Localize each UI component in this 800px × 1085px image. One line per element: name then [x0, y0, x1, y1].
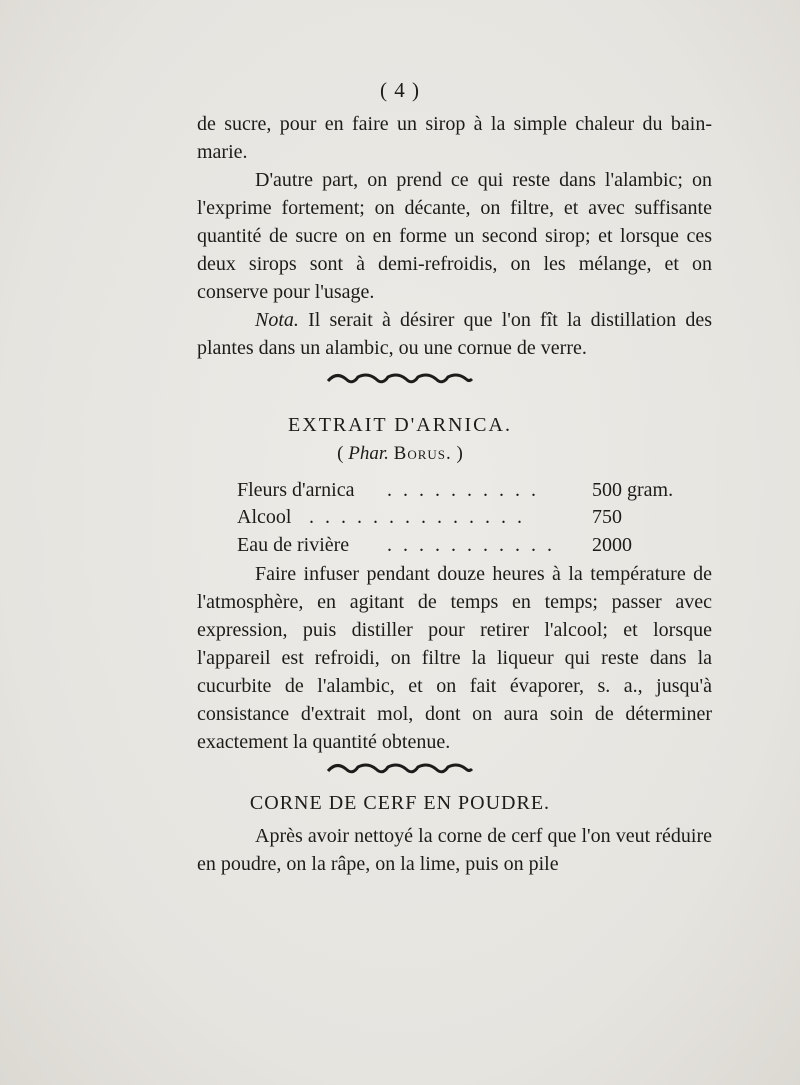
section-title-arnica: EXTRAIT D'ARNICA.	[288, 414, 512, 436]
ingredient-quantity: 2000	[592, 534, 632, 556]
paragraph-arnica-method: Faire infuser pendant douze heures à la température de l'atmosphère, en agitant de temps en temps; passer avec expression, puis distiller pour retirer l'alcool; et lorsque l'appareil est refroidi, on filtre la liqueur qui reste dans la cucurbite de l'alambic, et on fait évaporer, s. a., jusqu'à consistance d'extrait mol, dont on aura soin de déterminer exactement la quantité obtenue.	[197, 563, 712, 753]
leader-dots: . . . . . . . . . . . . . .	[309, 506, 525, 528]
source-label: Phar.	[348, 443, 389, 464]
ingredient-row	[237, 476, 697, 504]
paragraph-second-syrup: D'autre part, on prend ce qui reste dans l'alambic; on l'exprime fortement; on décante, on filtre, et avec suffisante quantité de sucre on en forme un second sirop; et lorsque ces deux sirops sont à demi-refroidis, on les mélange, et on conserve pour l'usage.	[197, 169, 712, 303]
paragraph-nota	[197, 306, 712, 362]
source-close: )	[451, 443, 463, 464]
nota-label: Nota.	[255, 309, 299, 331]
fleuron-icon	[326, 762, 474, 776]
paragraph-continuation: de sucre, pour en faire un sirop à la simple chaleur du bain-marie.	[197, 113, 712, 163]
ingredient-name: Eau de rivière	[237, 534, 350, 556]
ingredient-name: Alcool	[237, 506, 292, 528]
ingredient-quantity: 500 gram.	[592, 479, 674, 501]
ingredient-quantity: 750	[592, 506, 622, 528]
fleuron-icon	[326, 372, 474, 386]
section-source	[0, 443, 800, 465]
ingredient-name: Fleurs d'arnica	[237, 479, 355, 501]
text-block-top	[197, 110, 712, 362]
page-number: ( 4 )	[380, 78, 420, 102]
fleuron-ornament-2	[0, 762, 800, 778]
leader-dots: . . . . . . . . . . .	[387, 534, 555, 556]
source-open: (	[337, 443, 349, 464]
ingredient-row	[237, 503, 697, 531]
leader-dots: . . . . . . . . . .	[387, 479, 539, 501]
source-author: Borus.	[393, 443, 452, 464]
nota-text: Il serait à désirer que l'on fît la distillation des plantes dans un alambic, ou une cornue de verre.	[197, 309, 712, 359]
paragraph-corne-de-cerf: Après avoir nettoyé la corne de cerf que l'on veut réduire en poudre, on la râpe, on la lime, puis on pile	[197, 825, 712, 875]
ingredient-row	[237, 531, 697, 559]
section-title-corne-de-cerf: CORNE DE CERF EN POUDRE.	[249, 792, 551, 814]
fleuron-ornament-1	[0, 372, 800, 388]
